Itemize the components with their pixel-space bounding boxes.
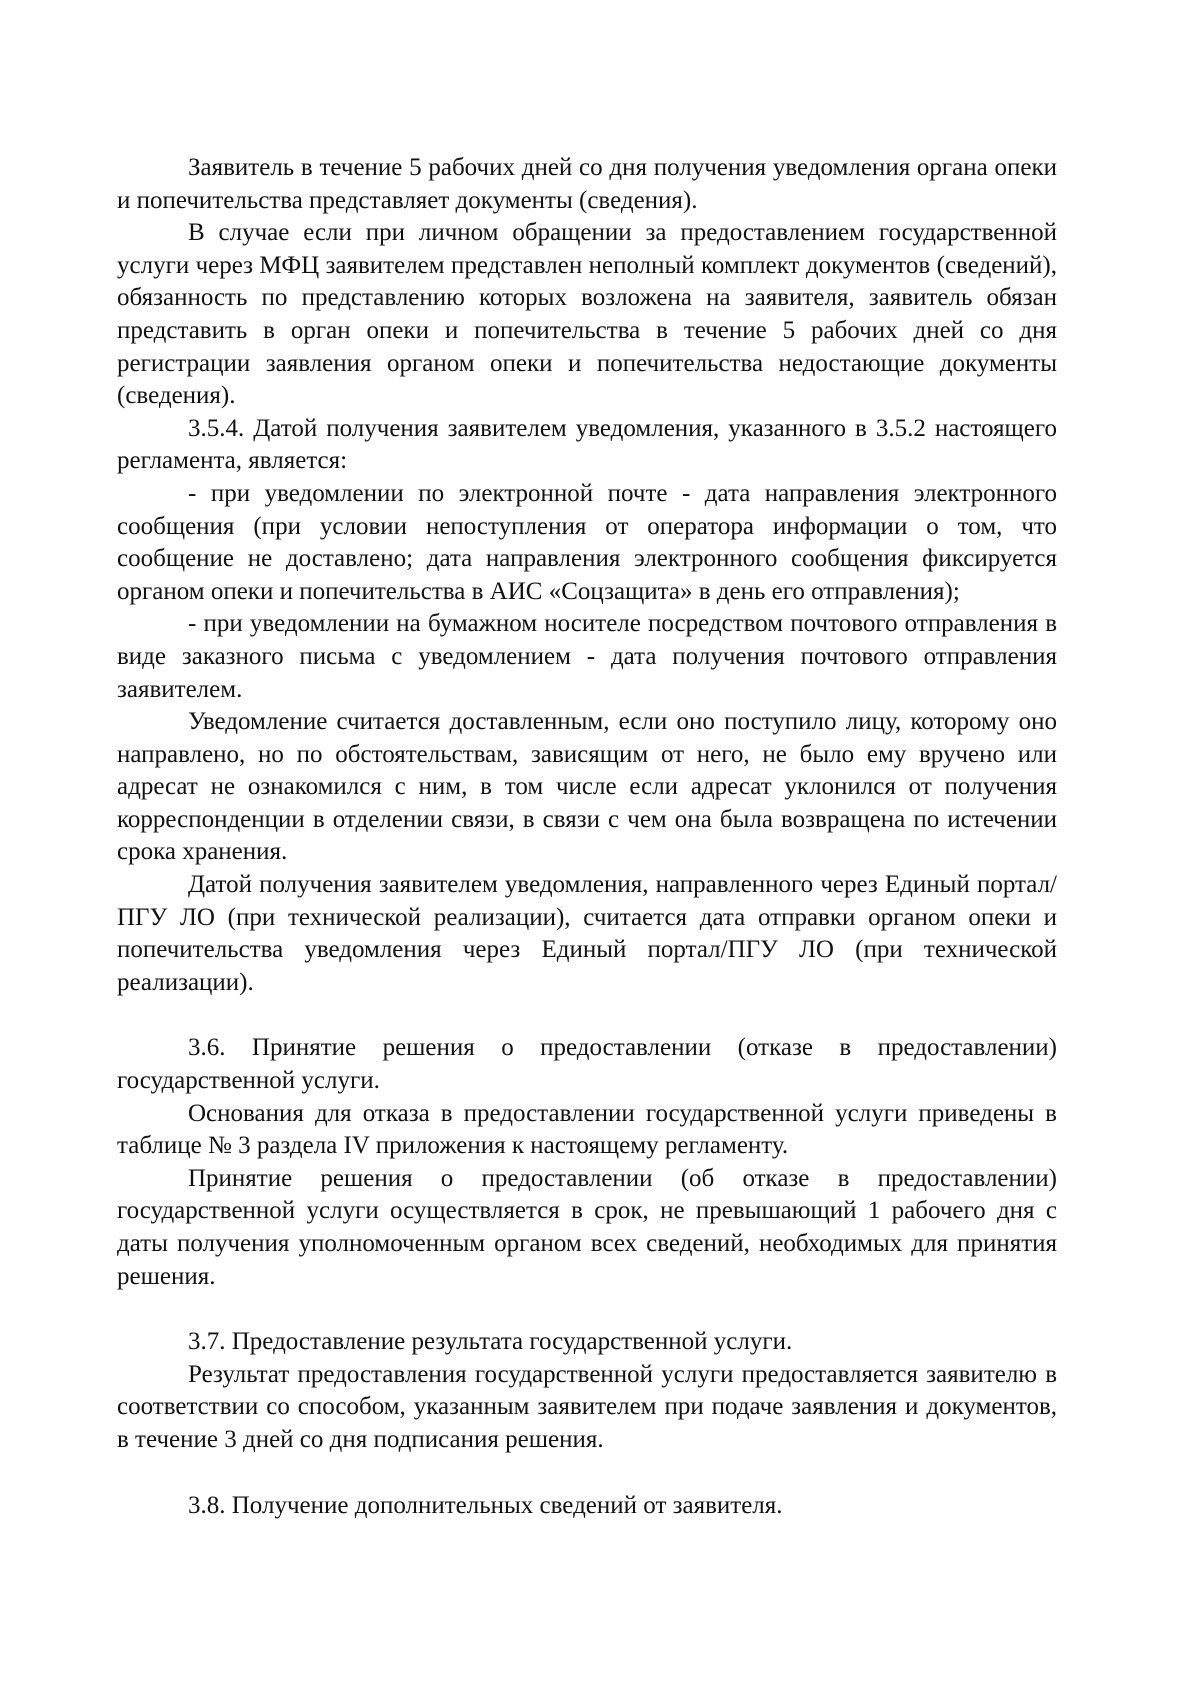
section-gap	[117, 1293, 1057, 1326]
section-gap	[117, 1457, 1057, 1490]
paragraph-notification-delivered: Уведомление считается доставленным, если оно поступило лицу, которому оно направлено, но по обстоятельствам, зависящим от него, не было ему вручено или адресат не ознакомился с ним, в том числе если адресат уклонился от получения корреспонденции в отделении связи, в связи с чем она была возвращена по истечении срока хранения.	[117, 708, 1057, 866]
paragraph-result-delivery: Результат предоставления государственной услуги предоставляется заявителю в соответствии со способом, указанным заявителем при подаче заявления и документов, в течение 3 дней со дня подписания решения.	[117, 1360, 1057, 1453]
section-heading-3-7: 3.7. Предоставление результата государственной услуги.	[188, 1328, 793, 1356]
paragraph-decision-deadline: Принятие решения о предоставлении (об отказе в предоставлении) государственной услуги осуществляется в срок, не превышающий 1 рабочего дня с даты получения уполномоченным органом всех сведений, необходимых для принятия решения.	[117, 1164, 1057, 1290]
section-heading-3-6: 3.6. Принятие решения о предоставлении (отказе в предоставлении) государственной услуги.	[117, 1034, 1057, 1095]
section-gap	[117, 999, 1057, 1032]
section-heading-3-8: 3.8. Получение дополнительных сведений от заявителя.	[188, 1491, 783, 1519]
paragraph-applicant-deadline: Заявитель в течение 5 рабочих дней со дня получения уведомления органа опеки и попечительства представляет документы (сведения).	[117, 154, 1057, 214]
paragraph-portal-notification-date: Датой получения заявителем уведомления, направленного через Единый портал/ПГУ ЛО (при технической реализации), считается дата отправки органом опеки и попечительства уведомления через Единый портал/ПГУ ЛО (при технической реализации).	[117, 871, 1057, 996]
paragraph-3-5-4-notification-date: 3.5.4. Датой получения заявителем уведомления, указанного в 3.5.2 настоящего регламента, является:	[117, 414, 1057, 475]
paragraph-refusal-grounds: Основания для отказа в предоставлении государственной услуги приведены в таблице № 3 раздела IV приложения к настоящему регламенту.	[117, 1099, 1057, 1160]
paragraph-mfc-incomplete-documents: В случае если при личном обращении за предоставлением государственной услуги через МФЦ заявителем представлен неполный комплект документов (сведений), обязанность по представлению которых возложена на заявителя, заявитель обязан представить в орган опеки и попечительства в течение 5 рабочих дней со дня регистрации заявления органом опеки и попечительства недостающие документы (сведения).	[117, 219, 1057, 410]
paragraph-paper-notification: - при уведомлении на бумажном носителе посредством почтового отправления в виде заказного письма с уведомлением - дата получения почтового отправления заявителем.	[117, 610, 1057, 703]
paragraph-email-notification: - при уведомлении по электронной почте - дата направления электронного сообщения (при условии непоступления от оператора информации о том, что сообщение не доставлено; дата направления электронного сообщения фиксируется органом опеки и попечительства в АИС «Соцзащита» в день его отправления);	[117, 479, 1057, 605]
